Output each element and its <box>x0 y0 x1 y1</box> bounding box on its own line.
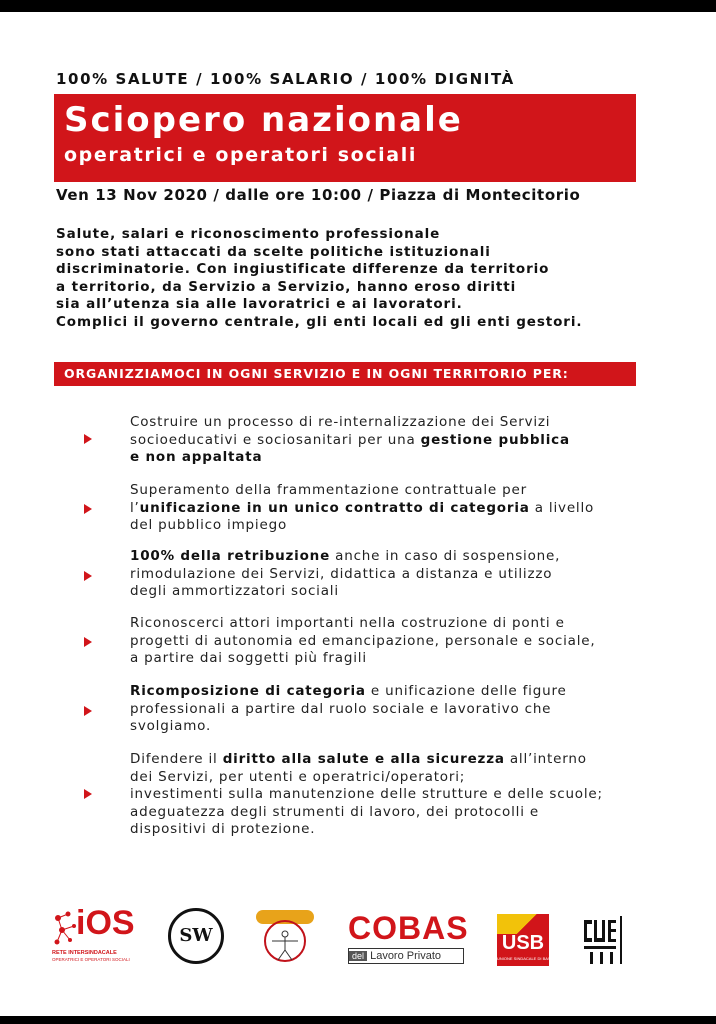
usb-logo-text: USB <box>501 932 545 954</box>
line: del pubblico impiego <box>130 517 288 533</box>
text: anche in caso di sospensione, <box>330 548 561 564</box>
ios-logo-subtitle: RETE INTERSINDACALE <box>52 950 117 956</box>
line: degli ammortizzatori sociali <box>130 583 339 599</box>
title-banner <box>54 94 636 182</box>
triangle-bullet-icon <box>84 434 92 444</box>
line: adeguatezza degli strumenti di lavoro, dei protocolli e <box>130 803 539 820</box>
line: dispositivi di protezione. <box>130 821 316 837</box>
bold-text: gestione pubblica <box>420 431 570 448</box>
ios-logo-text: iOS <box>76 904 135 942</box>
line: Riconoscerci attori importanti nella costruzione di ponti e <box>130 615 565 631</box>
triangle-bullet-icon <box>84 571 92 581</box>
triangle-bullet-icon <box>84 706 92 716</box>
text: Difendere il <box>130 751 223 767</box>
top-border <box>0 0 716 12</box>
list-item-text <box>130 482 690 535</box>
line <box>130 683 690 701</box>
intro-line: Salute, salari e riconoscimento professionale <box>56 226 441 242</box>
vitruvian-logo <box>252 908 318 968</box>
list-item-text <box>130 548 690 601</box>
section-banner-label: ORGANIZZIAMOCI IN OGNI SERVIZIO E IN OGNI TERRITORIO PER: <box>64 366 569 381</box>
bottom-border <box>0 1016 716 1024</box>
line: Superamento della frammentazione contrattuale per <box>130 482 527 498</box>
cub-logo <box>580 912 632 968</box>
intro-line: discriminatorie. Con ingiustificate differenze da territorio <box>56 261 550 277</box>
triangle-bullet-icon <box>84 789 92 799</box>
bold-text: diritto alla salute e alla sicurezza <box>222 751 505 767</box>
line <box>130 500 690 518</box>
line: a partire dai soggetti più fragili <box>130 650 367 666</box>
bold-text: 100% della retribuzione <box>130 548 331 564</box>
intro-line: sia all’utenza sia alle lavoratrici e ai lavoratori. <box>56 296 463 312</box>
section-banner <box>54 362 636 386</box>
usb-logo-subtitle: UNIONE SINDACALE DI BASE <box>497 956 554 961</box>
text: socioeducativi e sociosanitari per una <box>130 431 421 448</box>
line: investimenti sulla manutenzione delle strutture e delle scuole; <box>130 786 603 802</box>
cobas-logo-text: COBAS <box>348 910 469 946</box>
sw-logo <box>168 908 224 964</box>
line <box>130 548 690 566</box>
bold-text: unificazione in un unico contratto di categoria <box>139 499 530 516</box>
line <box>130 432 690 450</box>
text: l’ <box>130 499 140 516</box>
page-title: Sciopero nazionale <box>64 100 463 140</box>
line: progetti di autonomia ed emancipazione, personale e sociale, <box>130 632 596 649</box>
line: professionali a partire dal ruolo sociale e lavorativo che <box>130 700 552 717</box>
cobas-sub-text: Lavoro Privato <box>370 950 442 962</box>
ios-logo-subtitle-2: OPERATRICI E OPERATORI SOCIALI <box>52 957 130 962</box>
line: rimodulazione dei Servizi, didattica a distanza e utilizzo <box>130 565 553 582</box>
cobas-logo <box>348 910 469 966</box>
cobas-del: del <box>349 951 367 961</box>
list-item-text <box>130 615 690 668</box>
list-item-text <box>130 414 690 467</box>
intro-line: Complici il governo centrale, gli enti locali ed gli enti gestori. <box>56 313 583 330</box>
intro-paragraph <box>56 226 676 331</box>
triangle-bullet-icon <box>84 504 92 514</box>
bold-text: Ricomposizione di categoria <box>130 683 366 699</box>
intro-line: sono stati attaccati da scelte politiche istituzionali <box>56 243 491 260</box>
sw-logo-text: SW <box>179 925 213 946</box>
intro-line: a territorio, da Servizio a Servizio, hanno eroso diritti <box>56 278 517 295</box>
ios-logo <box>52 904 142 968</box>
bold-text: e non appaltata <box>130 449 263 465</box>
line: svolgiamo. <box>130 718 212 734</box>
text: all’interno <box>504 751 587 767</box>
line <box>130 751 690 769</box>
line: dei Servizi, per utenti e operatrici/operatori; <box>130 768 466 785</box>
list-item-text <box>130 683 690 736</box>
usb-logo <box>497 914 554 966</box>
line: Costruire un processo di re-internalizzazione dei Servizi <box>130 414 551 430</box>
cobas-logo-subtitle <box>348 948 464 964</box>
logos-row <box>0 900 716 980</box>
triangle-bullet-icon <box>84 637 92 647</box>
tagline: 100% SALUTE / 100% SALARIO / 100% DIGNITÀ <box>56 70 515 88</box>
vitruvian-man-icon <box>252 908 318 968</box>
line <box>130 449 690 467</box>
page-subtitle: operatrici e operatori sociali <box>64 144 417 166</box>
text: a livello <box>529 499 595 516</box>
cub-logo-graphic <box>580 912 632 968</box>
usb-logo-top <box>497 914 549 934</box>
list-item-text <box>130 751 690 839</box>
event-details: Ven 13 Nov 2020 / dalle ore 10:00 / Piazza di Montecitorio <box>56 186 581 204</box>
text: e unificazione delle figure <box>365 683 567 699</box>
